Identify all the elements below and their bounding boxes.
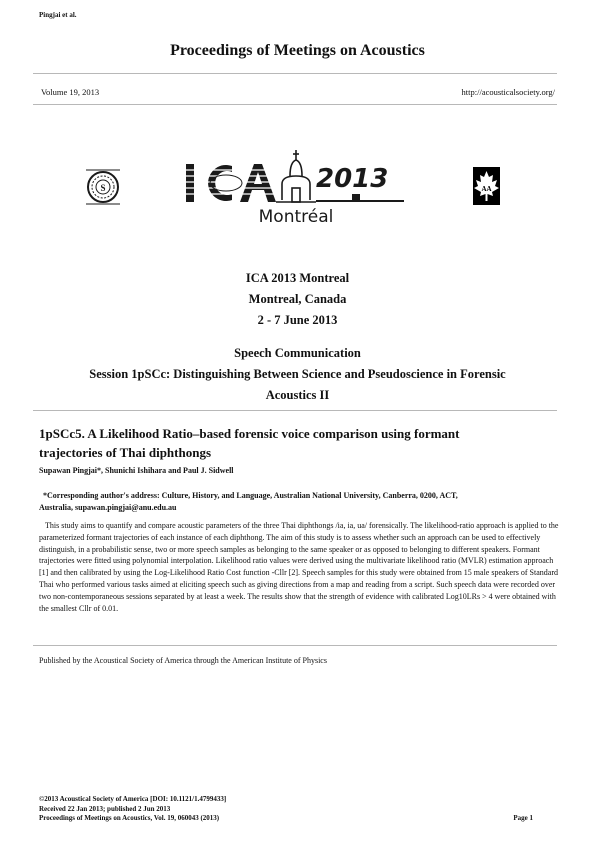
header-rule-top xyxy=(33,73,557,74)
received-line: Received 22 Jan 2013; published 2 Jun 2013 xyxy=(39,804,171,813)
svg-text:AA: AA xyxy=(481,185,492,193)
logo-city-text: Montréal xyxy=(258,207,334,227)
ica-lettering-icon xyxy=(182,164,280,202)
page-footer xyxy=(39,795,226,824)
session-info xyxy=(0,343,595,406)
header-rule-bottom xyxy=(33,104,557,105)
corresponding-address xyxy=(39,490,559,514)
logo-year-text: 2013 xyxy=(316,164,389,194)
page-number: Page 1 xyxy=(513,814,533,822)
skyline-icon xyxy=(316,194,404,202)
paper-authors: Supawan Pingjai*, Shunichi Ishihara and Paul J. Sidwell xyxy=(39,466,234,475)
session-area: Speech Communication xyxy=(234,346,361,360)
citation-line: Proceedings of Meetings on Acoustics, Vol. 19, 060043 (2013) xyxy=(39,814,220,822)
abstract-text: This study aims to quantify and compare acoustic parameters of the three Thai diphthongs /ia, ia, ua/ forensically. The likelihood-ratio approach is applied to the parameterized formant trajectories of each instance of each diphthong. The aim of this study is to assess whether such an approach can be used to effectively distinguish, in a probabilistic sense, two or more speech samples as belonging to the same speaker or as opposed to belonging to different speakers. Formant trajectories were fitted using polynomial interpolation. Likelihood ratio values were derived using the multivariate likelihood ratio (MVLR) estimation approach [1] and then calibrated by using the Log-Likelihood Ratio Cost function -Cllr [2]. Speech samples for this study were obtained from 15 male speakers of Standard Thai who performed various tasks aimed at eliciting speech such as giving directions from a map and reading from a script. Such speech data were recorded over two non-contemporaneous sessions separated by at least a week. The results show that the strength of evidence with calibrated Log10LRs > 4 were obtained with the smallest Cllr of 0.01. xyxy=(39,521,559,613)
paper-title-line2: trajectories of Thai diphthongs xyxy=(39,445,212,460)
abstract-rule xyxy=(33,645,557,646)
paper-title-line1: 1pSCc5. A Likelihood Ratio–based forensic voice comparison using formant xyxy=(39,426,460,441)
section-rule xyxy=(33,410,557,411)
maple-leaf-emblem-icon xyxy=(473,167,500,205)
left-society-emblem-icon xyxy=(86,170,120,204)
conference-name: ICA 2013 Montreal xyxy=(245,271,350,285)
conference-logo xyxy=(0,140,595,240)
session-title: Session 1pSCc: Distinguishing Between Science and Pseudoscience in Forensic xyxy=(89,367,506,381)
corresponding-line2: Australia, supawan.pingjai@anu.edu.au xyxy=(39,503,177,512)
conference-info xyxy=(0,268,595,331)
svg-text:S: S xyxy=(100,183,106,193)
journal-title: Proceedings of Meetings on Acoustics xyxy=(170,42,425,59)
corresponding-line1: *Corresponding author's address: Culture, History, and Language, Australian National University, Canberra, 0200, ACT, xyxy=(43,491,458,500)
basilica-dome-icon xyxy=(276,150,316,202)
conference-dates: 2 - 7 June 2013 xyxy=(257,313,338,327)
session-title-cont: Acoustics II xyxy=(265,388,330,402)
paper-title xyxy=(39,424,559,462)
society-url: http://acousticalsociety.org/ xyxy=(461,87,555,97)
volume-label: Volume 19, 2013 xyxy=(41,87,100,97)
publisher-note: Published by the Acoustical Society of America through the American Institute of Physics xyxy=(39,656,327,665)
running-head: Pingjai et al. xyxy=(39,11,77,19)
copyright-line: ©2013 Acoustical Society of America [DOI: 10.1121/1.4799433] xyxy=(39,795,227,803)
conference-location: Montreal, Canada xyxy=(248,292,347,306)
